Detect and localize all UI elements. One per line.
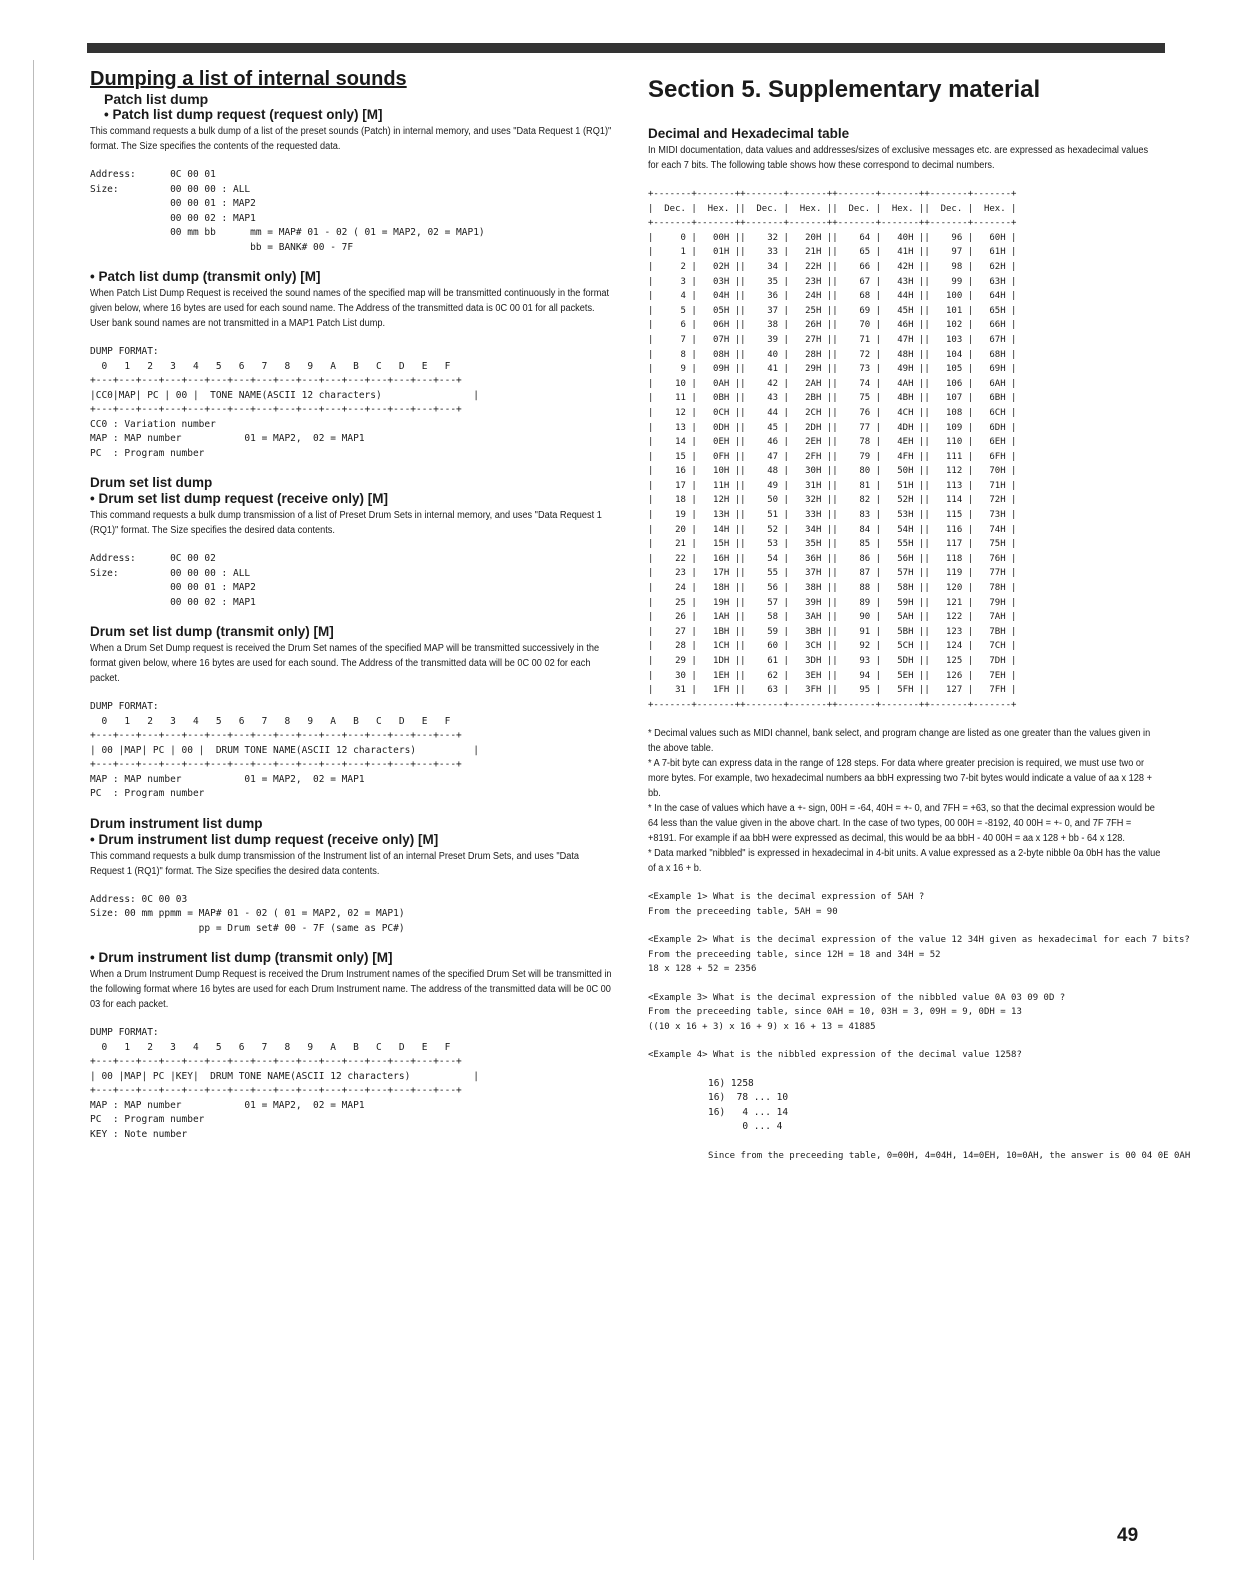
left-column — [90, 64, 615, 1142]
dec-hex-table: +-------+-------++-------+-------++-------+-------++-------+-------+ | Dec. | Hex. || Dec. | Hex. || Dec. | Hex. || Dec. | Hex. | +-------+-------++-------+-------++-------+-------++-------+-------+ | 0 | 00H || 32 | 20H || 64 | 40H || 96 | 60H | | 1 | 01H || 33 | 21H || 65 | 41H || 97 | 61H | | 2 | 02H || 34 | 22H || 66 | 42H || 98 | 62H | | 3 | 03H || 35 | 23H || 67 | 43H || 99 | 63H | | 4 | 04H || 36 | 24H || 68 | 44H || 100 | 64H | | 5 | 05H || 37 | 25H || 69 | 45H || 101 | 65H | | 6 | 06H || 38 | 26H || 70 | 46H || 102 | 66H | | 7 | 07H || 39 | 27H || 71 | 47H || 103 | 67H | | 8 | 08H || 40 | 28H || 72 | 48H || 104 | 68H | | 9 | 09H || 41 | 29H || 73 | 49H || 105 | 69H | | 10 | 0AH || 42 | 2AH || 74 | 4AH || 106 | 6AH | | 11 | 0BH || 43 | 2BH || 75 | 4BH || 107 | 6BH | | 12 | 0CH || 44 | 2CH || 76 | 4CH || 108 | 6CH | | 13 | 0DH || 45 | 2DH || 77 | 4DH || 109 | 6DH | | 14 | 0EH || 46 | 2EH || 78 | 4EH || 110 | 6EH | | 15 | 0FH || 47 | 2FH || 79 | 4FH || 111 | 6FH | | 16 | 10H || 48 | 30H || 80 | 50H || 112 | 70H | | 17 | 11H || 49 | 31H || 81 | 51H || 113 | 71H | | 18 | 12H || 50 | 32H || 82 | 52H || 114 | 72H | | 19 | 13H || 51 | 33H || 83 | 53H || 115 | 73H | | 20 | 14H || 52 | 34H || 84 | 54H || 116 | 74H | | 21 | 15H || 53 | 35H || 85 | 55H || 117 | 75H | | 22 | 16H || 54 | 36H || 86 | 56H || 118 | 76H | | 23 | 17H || 55 | 37H || 87 | 57H || 119 | 77H | | 24 | 18H || 56 | 38H || 88 | 58H || 120 | 78H | | 25 | 19H || 57 | 39H || 89 | 59H || 121 | 79H | | 26 | 1AH || 58 | 3AH || 90 | 5AH || 122 | 7AH | | 27 | 1BH || 59 | 3BH || 91 | 5BH || 123 | 7BH | | 28 | 1CH || 60 | 3CH || 92 | 5CH || 124 | 7CH | | 29 | 1DH || 61 | 3DH || 93 | 5DH || 125 | 7DH | | 30 | 1EH || 62 | 3EH || 94 | 5EH || 126 | 7EH | | 31 | 1FH || 63 | 3FH || 95 | 5FH || 127 | 7FH | +-------+-------++-------+-------++-------+-------++-------+-------+ — [648, 189, 1017, 710]
patch-request-address: Address: 0C 00 01 Size: 00 00 00 : ALL 00 00 01 : MAP2 00 00 02 : MAP1 00 mm bb mm = MAP# 01 - 02 ( 01 = MAP2, 02 = MAP1) bb = BANK# 00 - 7F — [90, 169, 485, 253]
drum-request-title: • Drum set list dump request (receive only) [M] — [90, 491, 389, 506]
instrument-request-title: • Drum instrument list dump request (receive only) [M] — [90, 831, 439, 847]
drum-dump-format: DUMP FORMAT: 0 1 2 3 4 5 6 7 8 9 A B C D E F +---+---+---+---+---+---+---+---+---+---+---+---+---+---+---+---+ | 00 |MAP| PC | 00 | DRUM TONE NAME(ASCII 12 characters) | +---+---+---+---+---+---+---+---+---+---+---+---+---+---+---+---+ MAP : MAP number 01 = MAP2, 02 = MAP1 PC : Program number — [90, 701, 479, 799]
patch-heading: Patch list dump — [104, 91, 209, 107]
drum-transmit-text: When a Drum Set Dump request is received the Drum Set names of the specified MAP will be transmitted successively in the format given below, where 16 bytes are used for each sound. The Address of the transmitted data will be 0C 00 02 for each packet. — [90, 643, 600, 684]
patch-request-text: This command requests a bulk dump of a list of the preset sounds (Patch) in internal memory, and uses "Data Request 1 (RQ1)" format. The Size specifies the contents of the requested data. — [90, 126, 612, 152]
section-title: Dumping a list of internal sounds — [90, 68, 407, 90]
table-intro: In MIDI documentation, data values and addresses/sizes of exclusive messages etc. are expressed as hexadecimal values for each 7 bits. The following table shows how these correspond to decimal numbers. — [648, 145, 1149, 171]
example-1: <Example 1> What is the decimal expression of 5AH ? From the preceeding table, 5AH = 90 — [648, 892, 925, 917]
instrument-transmit-title: • Drum instrument list dump (transmit only) [M] — [90, 950, 393, 965]
instrument-heading: Drum instrument list dump — [90, 815, 263, 831]
example-4-answer: Since from the preceeding table, 0=00H, 4=04H, 14=0EH, 10=0AH, the answer is 00 04 0E 0AH — [708, 1150, 1191, 1161]
table-heading: Decimal and Hexadecimal table — [648, 126, 850, 141]
right-column — [648, 64, 1191, 1163]
drum-heading: Drum set list dump — [90, 475, 213, 490]
instrument-transmit-text: When a Drum Instrument Dump Request is received the Drum Instrument names of the specified Drum Set will be transmitted in the following format where 16 bytes are used for each Drum Instrument name. The address of the transmitted data will be 0C 00 03 for each packet. — [90, 969, 612, 1010]
note-3: * In the case of values which have a +- sign, 00H = -64, 40H = +- 0, and 7FH = +63, so that the decimal expression would be 64 less than the value given in the above chart. In the case of two types, 00 00H = -8192, 40 00H = +- 0, and 7F 7FH = +8191. For example if aa bbH were expressed as decimal, this would be aa bbH - 40 00H = aa x 128 + bb - 64 x 128. — [648, 803, 1155, 845]
instrument-dump-format: DUMP FORMAT: 0 1 2 3 4 5 6 7 8 9 A B C D E F +---+---+---+---+---+---+---+---+---+---+---+---+---+---+---+---+ | 00 |MAP| PC |KEY| DRUM TONE NAME(ASCII 12 characters) | +---+---+---+---+---+---+---+---+---+---+---+---+---+---+---+---+ MAP : MAP number 01 = MAP2, 02 = MAP1 PC : Program number KEY : Note number — [90, 1027, 479, 1140]
header-bar — [87, 43, 1165, 53]
instrument-request-address: Address: 0C 00 03 Size: 00 mm ppmm = MAP# 01 - 02 ( 01 = MAP2, 02 = MAP1) pp = Drum set# 00 - 7F (same as PC#) — [90, 893, 405, 934]
division-work: 16) 1258 16) 78 ... 10 16) 4 ... 14 0 ... 4 — [708, 1077, 789, 1133]
patch-transmit-title: • Patch list dump (transmit only) [M] — [90, 269, 321, 284]
patch-transmit-note: User bank sound names are not transmitted in a MAP1 Patch List dump. — [90, 318, 386, 329]
example-4: <Example 4> What is the nibbled expression of the decimal value 1258? — [648, 1050, 1022, 1061]
note-1: * Decimal values such as MIDI channel, bank select, and program change are listed as one greater than the values given in the above table. — [648, 728, 1151, 755]
drum-request-text: This command requests a bulk dump transmission of a list of Preset Drum Sets in internal memory, and uses "Data Request 1 (RQ1)" format. The Size specifies the desired data contents. — [90, 510, 602, 536]
drum-transmit-title: Drum set list dump (transmit only) [M] — [90, 624, 334, 639]
page-number: 49 — [1117, 1525, 1139, 1546]
note-4: * Data marked "nibbled" is expressed in hexadecimal in 4-bit units. A value expressed as a 2-byte nibble 0a 0bH has the value of a x 16 + b. — [648, 848, 1161, 875]
instrument-request-text: This command requests a bulk dump transmission of the Instrument list of an internal Preset Drum Sets, and uses "Data Request 1 (RQ1)" format. The Size specifies the desired data contents. — [90, 850, 580, 877]
patch-request-title: • Patch list dump request (request only) [M] — [104, 107, 383, 122]
patch-dump-format: DUMP FORMAT: 0 1 2 3 4 5 6 7 8 9 A B C D E F +---+---+---+---+---+---+---+---+---+---+---+---+---+---+---+---+ |CC0|MAP| PC | 00 | TONE NAME(ASCII 12 characters) | +---+---+---+---+---+---+---+---+---+---+---+---+---+---+---+---+ CC0 : Variation number MAP : MAP number 01 = MAP2, 02 = MAP1 PC : Program number — [90, 346, 479, 459]
page-edge-rule — [33, 60, 34, 1560]
drum-request-address: Address: 0C 00 02 Size: 00 00 00 : ALL 00 00 01 : MAP2 00 00 02 : MAP1 — [90, 553, 256, 608]
example-2: <Example 2> What is the decimal expression of the value 12 34H given as hexadecimal for each 7 bits? From the preceeding table, since 12H = 18 and 34H = 52 18 x 128 + 52 = 2356 — [648, 935, 1190, 975]
example-3: <Example 3> What is the decimal expression of the nibbled value 0A 03 09 0D ? From the preceeding table, since 0AH = 10, 03H = 3, 09H = 9, 0DH = 13 ((10 x 16 + 3) x 16 + 9) x 16 + 13 = 41885 — [648, 992, 1066, 1032]
patch-transmit-text: When Patch List Dump Request is received the sound names of the specified map will be transmitted continuously in the format given below, where 16 bytes are used for each sound name. The Address of the transmitted data is 0C 00 01 for all packets. — [90, 288, 610, 314]
note-2: * A 7-bit byte can express data in the range of 128 steps. For data where greater precision is required, we must use two or more bytes. For example, two hexadecimal numbers aa bbH expressing two 7-bit bytes would indicate a value of aa x 128 + bb. — [648, 758, 1152, 800]
supplementary-title: Section 5. Supplementary material — [648, 76, 1041, 103]
